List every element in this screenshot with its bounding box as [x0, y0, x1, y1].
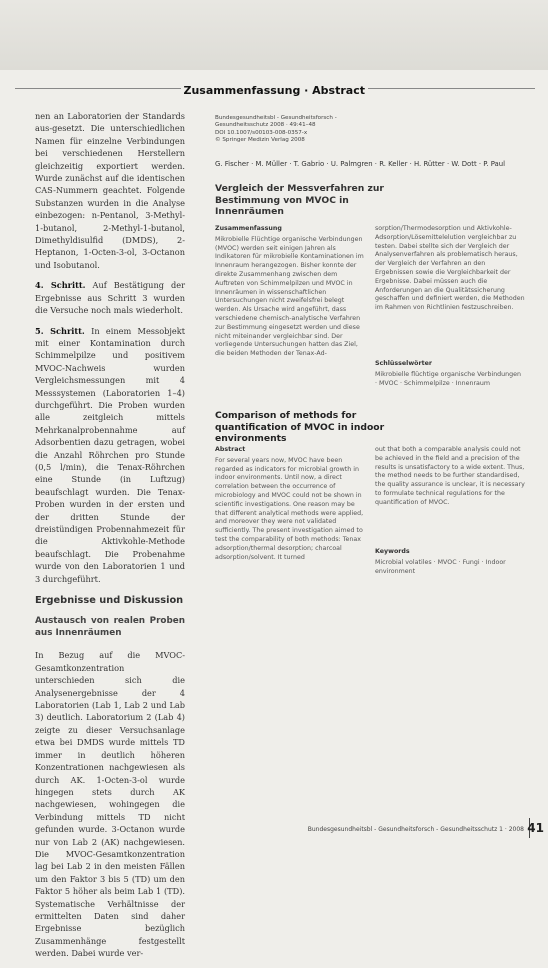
step5-label: 5. Schritt.: [35, 325, 85, 336]
exchange-subheading: Austausch von realen Proben aus Innenräumen: [35, 616, 185, 639]
article-title-english: Comparison of methods for quantification of MVOC in indoor environments: [215, 410, 385, 444]
citation-meta: [215, 115, 395, 145]
meta-line: © Springer Medizin Verlag 2008: [215, 137, 305, 144]
zusammenfassung-text: Mikrobielle Flüchtige organische Verbindungen (MVOC) werden seit einigen Jahren als Indikatoren für mikrobielle Kontaminationen im Innenraum herangezogen. Bisher konnte der direkte Zusammenhang zwischen dem Auftreten von Schimmelpilzen und MVOC in Innenräumen in wissenschaftlichen Untersuchungen nicht zweifelsfrei belegt werden. Als Ursache wird angeführt, dass verschiedene chemisch-analytische Verfahren zur Bestimmung eingesetzt werden und diese nicht miteinander vergleichbar sind. Der vorliegende Untersuchungen hatten das Ziel, die beiden Methoden der Tenax-Ad-: [215, 235, 364, 358]
step4-paragraph: [35, 279, 185, 316]
zusammenfassung-text-2: sorption/Thermodesorption und Aktivkohle-Adsorption/Lösemittelelution vergleichbar zu testen. Dabei stellte sich der Vergleich der Analysenverfahren als problematisch heraus, der Vergleich der Verfahren an den Ergebnissen sowie die Vergleichbarkeit der Ergebnisse. Dabei müssen auch die Anforderungen an die Qualitätssicherung geschaffen und definiert werden, die Methoden im Rahmen von Richtlinien festzuschreiben.: [375, 225, 525, 312]
schluesselwoerter-label: Schlüsselwörter: [375, 360, 432, 367]
step5-paragraph: [35, 325, 185, 586]
results-paragraph: In Bezug auf die MVOC-Gesamtkonzentration unterschieden sich die Analysenergebnisse der 4 Laboratorien (Lab 1, Lab 2 und Lab 3) deutlich. Laboratorium 2 (Lab 4) zeigte zu dieser Versuchsanlage etwa bei DMDS wurde mittels TD immer in deutlich höheren Konzentrationen nachgewiesen als durch AK. 1-Octen-3-ol wurde hingegen stets durch AK nachgewiesen, wohingegen die Verbindung mittels TD nicht gefunden wurde. 3-Octanon wurde nur von Lab 2 (AK) nachgewiesen. Die MVOC-Gesamtkonzentration lag bei Lab 2 in den meisten Fällen um den Faktor 3 bis 5 (TD) um den Faktor 5 höher als beim Lab 1 (TD). Systematische Verhältnisse der ermittelten Daten sind daher Ergebnisse bezüglich Zusammenhänge festgestellt werden. Dabei wurde ver-: [35, 650, 185, 959]
abstract-text-2: out that both a comparable analysis could not be achieved in the field and a precision of the results is unsatisfactory to a wide extent. Thus, the method needs to be further standardised, the quality assurance is unclear, it is necessary to formulate technical regulations for the quantification of MVOC.: [375, 446, 525, 506]
abstract-continued: [375, 446, 525, 508]
abstract-text: For several years now, MVOC have been regarded as indicators for microbial growth in indoor environments. Until now, a direct correlation between the occurrence of microbiology and MVOC could not be shown in scientific investigations. One reason may be that different analytical methods were applied, and moreover they were not validated sufficiently. The present investigation aimed to test the comparability of both methods: Tenax adsorption/thermal desorption; charcoal adsorption/solvent. It turned: [215, 456, 364, 561]
meta-line: Gesundheitsschutz 2008 · 49:41–48: [215, 122, 316, 129]
abstract-label: Abstract: [215, 446, 246, 453]
schluesselwoerter-text: Mikrobielle flüchtige organische Verbindungen · MVOC · Schimmelpilze · Innenraum: [375, 370, 522, 387]
keywords-label: Keywords: [375, 548, 410, 555]
keywords-text: Microbial volatiles · MVOC · Fungi · Indoor environment: [375, 558, 506, 575]
section-title: Zusammenfassung · Abstract: [181, 84, 369, 97]
keywords-block: [375, 548, 525, 576]
header-band: [0, 0, 548, 70]
step4-label: 4. Schritt.: [35, 280, 86, 291]
page-number: 41: [527, 821, 544, 835]
intro-paragraph: nen an Laboratorien der Standards aus-gesetzt. Die unterschiedlichen Namen für einzelne Verbindungen bei verschiedenen Herstellern gleichzeitig exportiert werden. Wurde zunächst auf die identischen CAS-Nummern geachtet. Folgende Substanzen wurden in die Analyse einbezogen: n-Pentanol, 3-Methyl-1-butanol, 2-Methyl-1-butanol, Dimethyldisulfid (DMDS), 2-Heptanon, 1-Octen-3-ol, 3-Octanon und Isobutanol.: [35, 111, 185, 270]
schluesselwoerter-block: [375, 360, 525, 388]
results-heading: Ergebnisse und Diskussion: [35, 595, 184, 607]
step4-text: Auf Bestätigung der Ergebnisse aus Schritt 3 wurden die Versuche noch mals wiederholt.: [35, 280, 185, 316]
article-title-german: Vergleich der Messverfahren zur Bestimmung von MVOC in Innenräumen: [215, 183, 384, 217]
step5-text: In einem Messobjekt mit einer Kontamination durch Schimmelpilze und positivem MVOC-Nachweis wurden Vergleichsmessungen mit 4 Messsystemen (Laboratorien 1–4) durchgeführt. Die Proben wurden alle zeitgleich mittels Mehrkanalprobennahme auf Adsorbentien dazu getragen, wobei die Anzahl Röhrchen pro Stunde (0,5 l/min), die Tenax-Röhrchen eine Stunde (in Luftzug) beaufschlagt wurden. Die Tenax-Proben wurden in der ersten und der dritten Stunde der dreistündigen Probennahmezeit für die Aktivkohle-Methode beaufschlagt. Die Probenahme wurde von den Laboratorien 1 und 3 durchgeführt.: [35, 325, 185, 584]
meta-line: DOI 10.1007/s00103-008-0357-x: [215, 129, 308, 136]
zusammenfassung-continued: [375, 225, 525, 313]
left-column: [35, 110, 185, 968]
journal-footer: Bundesgesundheitsbl - Gesundheitsforsch - Gesundheitsschutz 1 · 2008: [307, 826, 524, 833]
zusammenfassung-block: [215, 225, 365, 359]
zusammenfassung-label: Zusammenfassung: [215, 225, 282, 232]
abstract-block: [215, 446, 365, 562]
meta-line: Bundesgesundheitsbl - Gesundheitsforsch -: [215, 115, 337, 121]
author-list: G. Fischer · M. Müller · T. Gabrio · U. Palmgren · R. Keller · H. Rütter · W. Dott · P. Paul: [215, 160, 506, 168]
